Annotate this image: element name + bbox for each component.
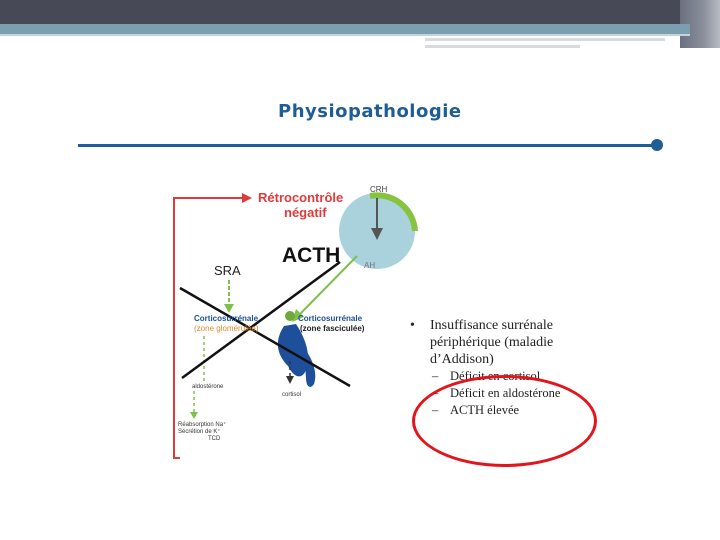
secretion-label: Sécrétion de K⁺ <box>178 429 221 435</box>
accent-strip <box>0 24 690 34</box>
crh-label: CRH <box>370 185 388 194</box>
title-underline <box>78 144 656 147</box>
decorative-rule <box>425 45 580 48</box>
feedback-arrowhead <box>242 193 252 203</box>
bullet-main-text: Insuffisance surrénale périphérique (maladie d’Addison) <box>430 318 554 367</box>
retro-label-1: Rétrocontrôle <box>258 190 344 205</box>
title-dot <box>651 139 663 151</box>
header-bar <box>0 0 720 24</box>
bullet-marker: • <box>410 318 415 333</box>
reabsorption-label: Réabsorption Na⁺ <box>178 422 227 428</box>
adrenal-cap <box>285 311 295 321</box>
cross-line-1 <box>180 288 350 386</box>
accent-strip-thin <box>0 34 690 36</box>
sub-item-text: Déficit en aldostérone <box>450 386 561 400</box>
zone-right-label: (zone fasciculée) <box>300 324 365 333</box>
cortico-right-label: Corticosurrénale <box>298 314 363 323</box>
acth-label: ACTH <box>282 244 341 267</box>
highlight-ellipse <box>412 375 597 467</box>
retro-label-2: négatif <box>284 205 327 220</box>
decorative-rule <box>425 38 665 41</box>
slide-title: Physiopathologie <box>278 101 462 122</box>
aldosterone-label: aldostérone <box>192 384 224 390</box>
dash-marker: – <box>432 403 439 417</box>
bullet-main <box>410 317 590 368</box>
cortisol-arrowhead <box>286 376 294 384</box>
adrenal-gland-lobe <box>304 348 315 387</box>
cortisol-label: cortisol <box>282 392 302 398</box>
ah-label: AH <box>364 261 376 270</box>
sub-item-text: Déficit en cortisol <box>450 369 541 383</box>
sra-arrowhead <box>224 304 234 313</box>
cortico-left-label: Corticosurrénale <box>194 314 259 323</box>
dash-marker: – <box>432 369 439 383</box>
sra-label: SRA <box>214 263 241 278</box>
kidney-arrowhead <box>190 412 198 419</box>
zone-left-label: (zone glomérulée) <box>194 324 259 333</box>
tcd-label: TCD <box>208 436 221 442</box>
sub-item-text: ACTH élevée <box>450 403 520 417</box>
dash-marker: – <box>432 386 439 400</box>
